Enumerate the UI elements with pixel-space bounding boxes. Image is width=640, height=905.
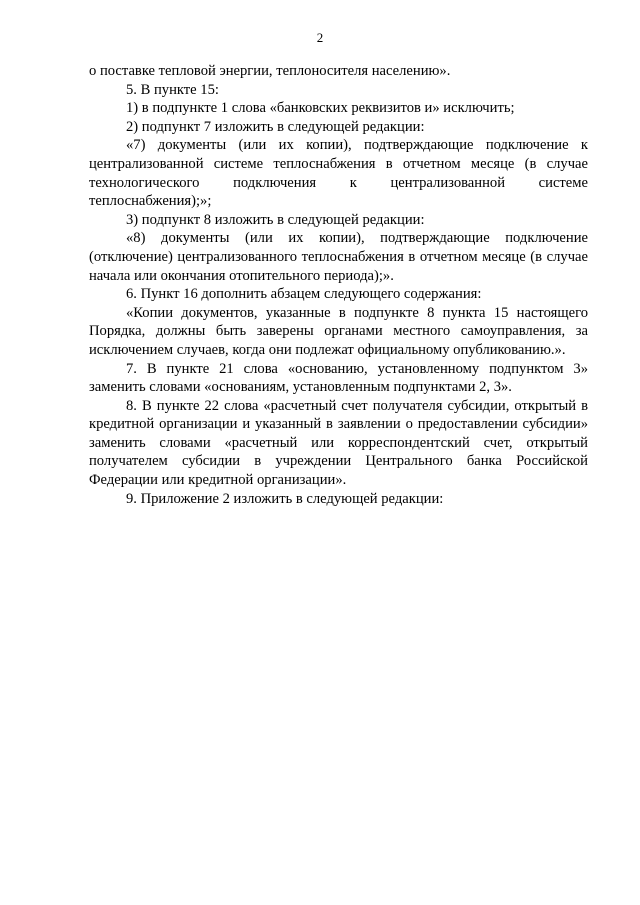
paragraph-item-6-text: «Копии документов, указанные в подпункте 8 пункта 15 настоящего Порядка, должны быть заверены органами местного самоуправления, за исключением случаев, когда они подлежат официальному опубликованию.». bbox=[89, 304, 588, 358]
document-body bbox=[89, 62, 588, 508]
page-number: 2 bbox=[316, 30, 324, 45]
paragraph-item-8: 8. В пункте 22 слова «расчетный счет получателя субсидии, открытый в кредитной организации и указанный в заявлении о предоставлении субсидии» заменить словами «расчетный или корреспондентский счет, открытый получателем субсидии в учреждении Центрального банка Российской Федерации или кредитной организации». bbox=[89, 397, 588, 489]
paragraph-item-6: 6. Пункт 16 дополнить абзацем следующего содержания: bbox=[126, 286, 482, 303]
paragraph-subitem-7-text: «7) документы (или их копии), подтверждающие подключение к централизованной системе теплоснабжения в отчетном месяце (в случае технологического подключения к централизованной системе теплоснабжения);»; bbox=[89, 137, 588, 210]
paragraph-item-5-sub-1: 1) в подпункте 1 слова «банковских реквизитов и» исключить; bbox=[126, 100, 515, 117]
paragraph-item-5-sub-3: 3) подпункт 8 изложить в следующей редакции: bbox=[126, 211, 425, 228]
paragraph-delivery-end: о поставке тепловой энергии, теплоносителя населению». bbox=[89, 63, 451, 79]
paragraph-subitem-8-text: «8) документы (или их копии), подтверждающие подключение (отключение) централизованного теплоснабжения в отчетном месяце (в случае начала или окончания отопительного периода);». bbox=[89, 230, 588, 284]
paragraph-item-7: 7. В пункте 21 слова «основанию, установленному подпунктом 3» заменить словами «основаниям, установленным подпунктами 2, 3». bbox=[89, 360, 588, 396]
paragraph-item-9: 9. Приложение 2 изложить в следующей редакции: bbox=[126, 490, 444, 507]
paragraph-item-5: 5. В пункте 15: bbox=[126, 81, 219, 98]
paragraph-item-5-sub-2: 2) подпункт 7 изложить в следующей редакции: bbox=[126, 118, 425, 135]
